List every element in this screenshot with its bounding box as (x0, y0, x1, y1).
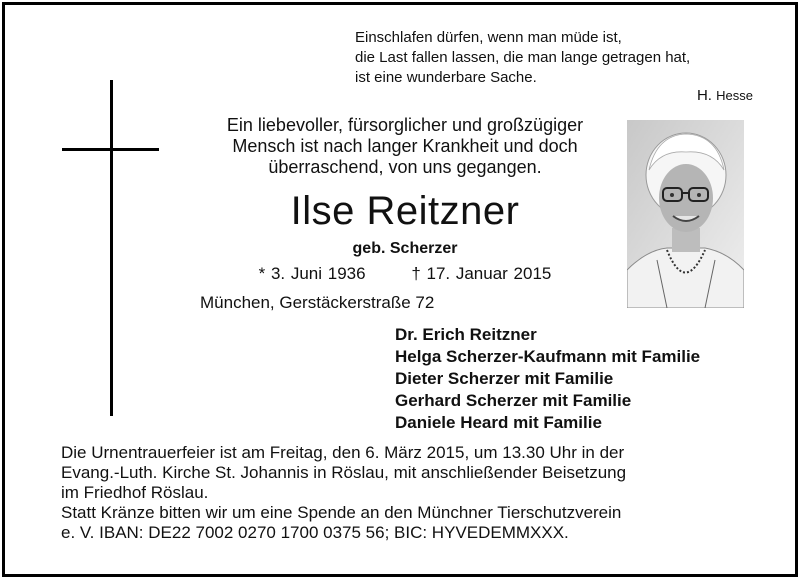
mourner: Dr. Erich Reitzner (395, 325, 537, 344)
death-date: † 17. Januar 2015 (411, 264, 552, 283)
mourner: Daniele Heard mit Familie (395, 413, 602, 432)
notice-line: im Friedhof Röslau. (61, 483, 209, 502)
intro-text (195, 115, 615, 178)
birth-date: * 3. Juni 1936 (258, 264, 366, 283)
quote-author (697, 87, 753, 104)
quote-author-initial: H. (696, 87, 712, 104)
maiden-name: geb. Scherzer (352, 240, 458, 257)
notice-line: Evang.-Luth. Kirche St. Johannis in Röslau, mit anschließender Beisetzung (61, 463, 627, 482)
intro-line: Ein liebevoller, fürsorglicher und großzügiger (226, 115, 584, 135)
intro-line: überraschend, von uns gegangen. (268, 157, 542, 177)
quote-line: ist eine wunderbare Sache. (355, 69, 537, 86)
quote-line: Einschlafen dürfen, wenn man müde ist, (355, 29, 622, 46)
mourner: Helga Scherzer-Kaufmann mit Familie (395, 347, 701, 366)
address: München, Gerstäckerstraße 72 (200, 293, 435, 312)
deceased-name: Ilse Reitzner (290, 189, 520, 233)
quote-line: die Last fallen lassen, die man lange getragen hat, (355, 49, 691, 66)
cross-symbol-horizontal (62, 148, 159, 151)
notice-line: Die Urnentrauerfeier ist am Freitag, den 6. März 2015, um 13.30 Uhr in der (61, 443, 625, 462)
intro-line: Mensch ist nach langer Krankheit und doch (232, 136, 578, 156)
mourner: Gerhard Scherzer mit Familie (395, 391, 632, 410)
obituary-notice (2, 2, 798, 577)
life-dates (195, 264, 615, 284)
portrait-photo (627, 120, 744, 308)
epigraph-quote (355, 28, 690, 88)
mourner: Dieter Scherzer mit Familie (395, 369, 614, 388)
notice-line: e. V. IBAN: DE22 7002 0270 1700 0375 56; BIC: HYVEDEMMXXX. (61, 523, 569, 542)
quote-author-name: Hesse (716, 88, 753, 103)
mourners-list (395, 324, 700, 434)
funeral-notice (61, 443, 751, 543)
notice-line: Statt Kränze bitten wir um eine Spende an den Münchner Tierschutzverein (61, 503, 622, 522)
cross-symbol-vertical (110, 80, 113, 416)
